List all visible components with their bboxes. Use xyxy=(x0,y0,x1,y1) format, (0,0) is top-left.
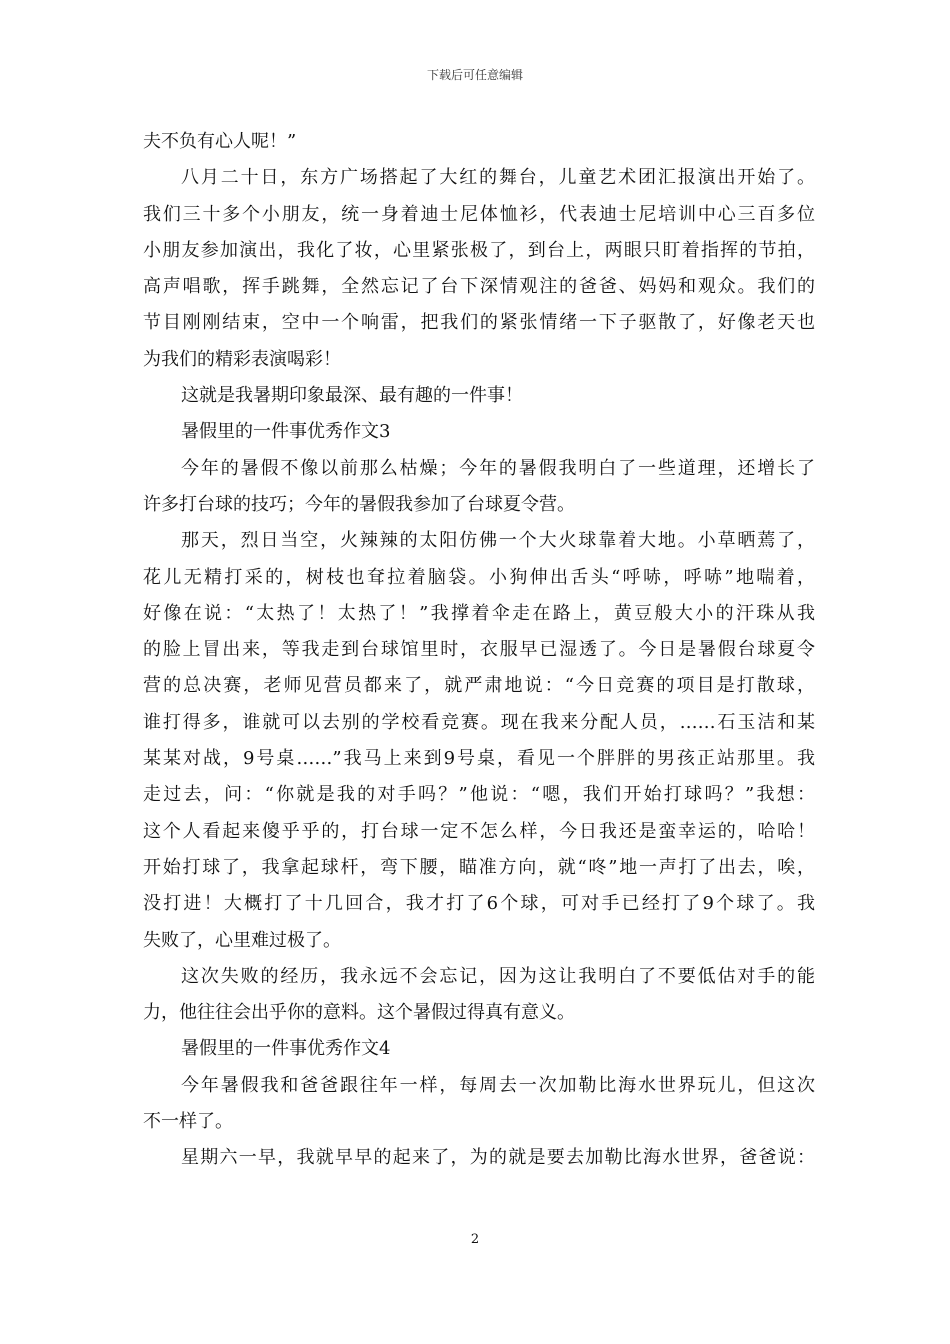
text-line: 暑假里的一件事优秀作文4 xyxy=(181,1038,391,1060)
text-line: 这次失败的经历，我永远不会忘记，因为这让我明白了不要低估对手的能 xyxy=(181,965,815,987)
text-line: 不一样了。 xyxy=(143,1111,233,1133)
text-line: 这个人看起来傻乎乎的，打台球一定不怎么样，今日我还是蛮幸运的，哈哈！ xyxy=(143,820,815,842)
text-line: 我们三十多个小朋友，统一身着迪士尼体恤衫，代表迪士尼培训中心三百多位 xyxy=(143,203,815,225)
text-line: 没打进！大概打了十几回合，我才打了6个球，可对手已经打了9个球了。我 xyxy=(143,893,815,915)
text-line: 许多打台球的技巧；今年的暑假我参加了台球夏令营。 xyxy=(143,493,575,515)
text-line: 今年的暑假不像以前那么枯燥；今年的暑假我明白了一些道理，还增长了 xyxy=(181,457,815,479)
text-line: 走过去，问：“你就是我的对手吗？”他说：“嗯，我们开始打球吗？”我想： xyxy=(143,784,815,806)
text-line: 小朋友参加演出，我化了妆，心里紧张极了，到台上，两眼只盯着指挥的节拍， xyxy=(143,239,815,261)
text-line: 这就是我暑期印象最深、最有趣的一件事！ xyxy=(181,385,523,407)
text-line: 暑假里的一件事优秀作文3 xyxy=(181,421,391,443)
text-line: 星期六一早，我就早早的起来了，为的就是要去加勒比海水世界，爸爸说： xyxy=(181,1147,815,1169)
text-line: 失败了，心里难过极了。 xyxy=(143,929,341,951)
document-body xyxy=(143,124,815,1177)
text-line: 好像在说：“太热了！太热了！”我撑着伞走在路上，黄豆般大小的汗珠从我 xyxy=(143,602,815,624)
page-header: 下载后可任意编辑 xyxy=(426,68,523,82)
text-line: 夫不负有心人呢！” xyxy=(143,131,297,152)
text-line: 力，他往往会出乎你的意料。这个暑假过得真有意义。 xyxy=(143,1002,575,1024)
text-line: 某某对战，9号桌……”我马上来到9号桌，看见一个胖胖的男孩正站那里。我 xyxy=(143,748,815,770)
text-line: 那天，烈日当空，火辣辣的太阳仿佛一个大火球靠着大地。小草晒蔫了， xyxy=(181,530,815,552)
text-line: 节目刚刚结束，空中一个响雷，把我们的紧张情绪一下子驱散了，好像老天也 xyxy=(143,312,815,334)
text-line: 营的总决赛，老师见营员都来了，就严肃地说：“今日竞赛的项目是打散球， xyxy=(143,675,815,697)
text-line: 谁打得多，谁就可以去别的学校看竞赛。现在我来分配人员，……石玉洁和某 xyxy=(143,711,815,733)
text-line: 今年暑假我和爸爸跟往年一样，每周去一次加勒比海水世界玩儿，但这次 xyxy=(181,1074,815,1096)
text-line: 的脸上冒出来，等我走到台球馆里时，衣服早已湿透了。今日是暑假台球夏令 xyxy=(143,639,815,661)
text-line: 高声唱歌，挥手跳舞，全然忘记了台下深情观注的爸爸、妈妈和观众。我们的 xyxy=(143,276,815,298)
text-line: 八月二十日，东方广场搭起了大红的舞台，儿童艺术团汇报演出开始了。 xyxy=(181,167,815,189)
text-line: 开始打球了，我拿起球杆，弯下腰，瞄准方向，就“咚”地一声打了出去，唉， xyxy=(143,856,815,878)
text-line: 为我们的精彩表演喝彩！ xyxy=(143,348,341,370)
text-line: 花儿无精打采的，树枝也耷拉着脑袋。小狗伸出舌头“呼哧，呼哧”地喘着， xyxy=(143,566,815,588)
page-number: 2 xyxy=(470,1232,480,1247)
